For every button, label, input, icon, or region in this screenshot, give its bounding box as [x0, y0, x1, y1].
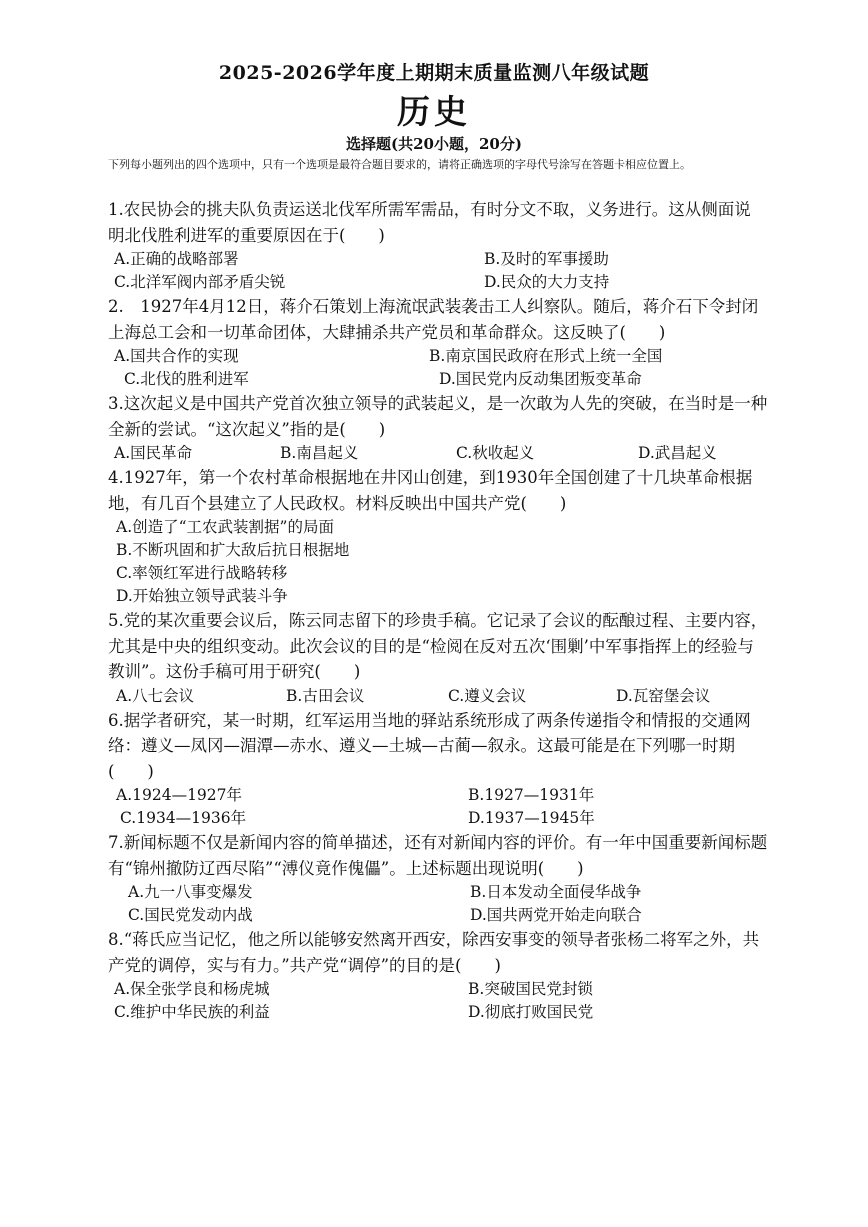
question-stem: 1.农民协会的挑夫队负责运送北伐军所需军需品，有时分文不取，义务进行。这从侧面说明北伐胜利进军的重要原因在于( ) — [108, 200, 751, 245]
question-3 — [108, 391, 768, 465]
question-stem: 6.据学者研究，某一时期，红军运用当地的驿站系统形成了两条传递指令和情报的交通网络：遵义—凤冈—湄潭—赤水、遵义—土城—古蔺—叙永。这最可能是在下列哪一时期( ) — [108, 710, 751, 781]
option-b: B.及时的军事援助 — [484, 250, 609, 268]
option-d: D.武昌起义 — [638, 444, 717, 462]
option-b: B.1927—1931年 — [468, 786, 595, 804]
option-a: A.创造了“工农武装割据”的局面 — [116, 518, 334, 536]
option-c: C.秋收起义 — [456, 444, 535, 462]
option-a: A.八七会议 — [116, 686, 195, 705]
question-6 — [108, 708, 768, 831]
option-a: A.保全张学良和杨虎城 — [114, 980, 270, 998]
option-d: D.1937—1945年 — [468, 809, 595, 827]
question-2 — [108, 294, 768, 391]
option-b: B.日本发动全面侵华战争 — [470, 883, 642, 901]
instructions: 下列每小题列出的四个选项中，只有一个选项是最符合题目要求的，请将正确选项的字母代号涂写在答题卡相应位置上。 — [108, 158, 691, 171]
option-d: D.民众的大力支持 — [484, 273, 610, 291]
subject-title: 历史 — [397, 92, 471, 131]
question-5 — [108, 608, 768, 708]
question-list — [108, 197, 768, 1024]
options — [108, 345, 768, 391]
question-stem: 7.新闻标题不仅是新闻内容的简单描述，还有对新闻内容的评价。有一年中国重要新闻标题有“锦州撤防辽西尽陷”“溥仪竟作傀儡”。上述标题出现说明( ) — [108, 833, 768, 878]
question-stem: 2. 1927年4月12日，蒋介石策划上海流氓武装袭击工人纠察队。随后，蒋介石下令封闭上海总工会和一切革命团体，大肆捕杀共产党员和革命群众。这反映了( ) — [108, 297, 759, 342]
question-stem: 8.“蒋氏应当记忆，他之所以能够安然离开西安，除西安事变的领导者张杨二将军之外，共产党的调停，实与有力。”共产党“调停”的目的是( ) — [108, 930, 760, 975]
options — [108, 685, 768, 708]
question-stem: 4.1927年，第一个农村革命根据地在井冈山创建，到1930年全国创建了十几块革命根据地，有几百个县建立了人民政权。材料反映出中国共产党( ) — [108, 468, 753, 513]
question-8 — [108, 927, 768, 1024]
option-c: C.率领红军进行战略转移 — [116, 564, 288, 582]
option-c: C.北洋军阀内部矛盾尖锐 — [114, 273, 286, 291]
option-c: C.1934—1936年 — [120, 809, 247, 827]
option-b: B.南京国民政府在形式上统一全国 — [429, 347, 663, 365]
option-a: A.正确的战略部署 — [114, 250, 239, 268]
question-1 — [108, 197, 768, 294]
option-d: D.国共两党开始走向联合 — [470, 906, 642, 924]
options — [108, 248, 768, 294]
options — [108, 784, 768, 830]
option-a: A.九一八事变爆发 — [128, 883, 253, 901]
question-stem: 3.这次起义是中国共产党首次独立领导的武装起义，是一次敢为人先的突破，在当时是一种全新的尝试。“这次起义”指的是( ) — [108, 394, 768, 439]
option-a: A.国民革命 — [114, 444, 193, 462]
options — [108, 881, 768, 927]
option-b: B.南昌起义 — [280, 444, 359, 462]
option-b: B.突破国民党封锁 — [468, 980, 593, 998]
option-b: B.古田会议 — [286, 686, 365, 705]
option-c: C.北伐的胜利进军 — [124, 370, 249, 388]
option-b: B.不断巩固和扩大敌后抗日根据地 — [116, 541, 350, 559]
question-7 — [108, 830, 768, 927]
option-c: C.维护中华民族的利益 — [114, 1003, 270, 1021]
option-d: D.开始独立领导武装斗争 — [116, 587, 288, 605]
question-4 — [108, 465, 768, 608]
section-heading: 选择题(共20小题，20分) — [346, 135, 522, 153]
option-a: A.1924—1927年 — [116, 786, 243, 804]
option-c: C.遵义会议 — [448, 686, 527, 705]
option-a: A.国共合作的实现 — [114, 347, 239, 365]
option-c: C.国民党发动内战 — [128, 906, 253, 924]
option-d: D.瓦窑堡会议 — [616, 686, 711, 705]
options — [108, 516, 768, 608]
exam-title: 2025-2026学年度上期期末质量监测八年级试题 — [218, 62, 650, 84]
options — [108, 442, 768, 465]
option-d: D.国民党内反动集团叛变革命 — [439, 370, 642, 388]
question-stem: 5.党的某次重要会议后，陈云同志留下的珍贵手稿。它记录了会议的酝酿过程、主要内容，尤其是中央的组织变动。此次会议的目的是“检阅在反对五次‘围剿’中军事指挥上的经验与教训”。这份手稿可用于研究( ) — [108, 611, 768, 681]
options — [108, 978, 768, 1024]
option-d: D.彻底打败国民党 — [468, 1003, 594, 1021]
